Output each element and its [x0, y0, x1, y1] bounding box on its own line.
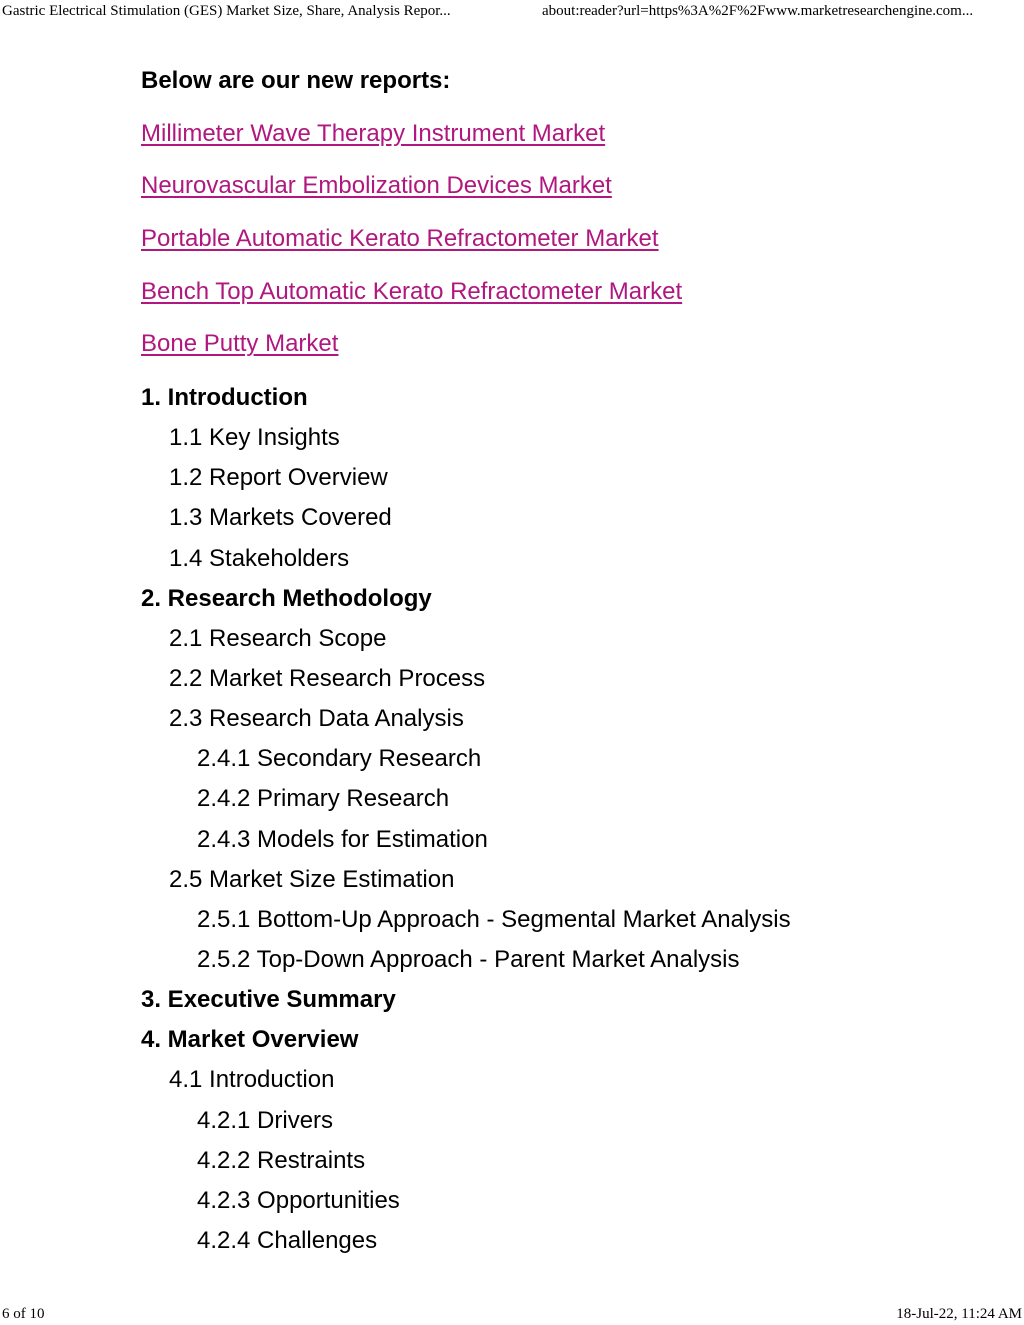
toc-entry: 1.2 Report Overview: [169, 464, 388, 492]
toc-section-heading: 4. Market Overview: [141, 1026, 359, 1054]
table-of-contents: [141, 378, 791, 1261]
toc-entry: 2.4.3 Models for Estimation: [197, 825, 488, 853]
toc-entry: 2.2 Market Research Process: [169, 664, 486, 692]
toc-entry: 2.4.1 Secondary Research: [197, 745, 482, 773]
report-link-bench-top-kerato[interactable]: Bench Top Automatic Kerato Refractometer Market: [141, 277, 683, 305]
list-item: [141, 100, 1001, 153]
toc-entry: 4.2.2 Restraints: [197, 1146, 366, 1174]
toc-entry: 4.2.1 Drivers: [197, 1106, 334, 1134]
list-item: [141, 153, 1001, 206]
toc-entry: 2.5 Market Size Estimation: [169, 865, 455, 893]
toc-entry: 4.2.4 Challenges: [197, 1226, 378, 1254]
toc-entry: 2.5.2 Top-Down Approach - Parent Market Analysis: [197, 945, 740, 973]
page-url: about:reader?url=https%3A%2F%2Fwww.marketresearchengine.com...: [542, 3, 974, 19]
toc-section-heading: 1. Introduction: [141, 384, 308, 411]
new-reports-heading: Below are our new reports:: [141, 67, 451, 94]
toc-section-heading: 2. Research Methodology: [141, 584, 432, 612]
article-content: [141, 62, 1001, 1254]
toc-entry: 1.1 Key Insights: [169, 424, 340, 452]
print-timestamp: 18-Jul-22, 11:24 AM: [896, 1306, 1022, 1322]
toc-entry: 2.1 Research Scope: [169, 624, 387, 652]
report-link-list: [141, 100, 1001, 363]
report-link-millimeter-wave[interactable]: Millimeter Wave Therapy Instrument Market: [141, 119, 606, 147]
report-link-neurovascular[interactable]: Neurovascular Embolization Devices Market: [141, 172, 612, 200]
toc-entry: 2.3 Research Data Analysis: [169, 705, 464, 733]
page-number: 6 of 10: [2, 1306, 45, 1322]
list-item: [141, 311, 1001, 364]
toc-entry: 1.3 Markets Covered: [169, 504, 392, 532]
list-item: [141, 258, 1001, 311]
report-link-bone-putty[interactable]: Bone Putty Market: [141, 330, 339, 358]
toc-entry: 1.4 Stakeholders: [169, 544, 350, 572]
toc-entry: 2.5.1 Bottom-Up Approach - Segmental Market Analysis: [197, 905, 791, 933]
toc-entry: 4.2.3 Opportunities: [197, 1186, 400, 1214]
toc-section-heading: 3. Executive Summary: [141, 986, 396, 1014]
list-item: [141, 205, 1001, 258]
print-header: [0, 0, 1024, 24]
page-title: Gastric Electrical Stimulation (GES) Market Size, Share, Analysis Repor...: [2, 3, 451, 19]
toc-entry: 4.1 Introduction: [169, 1066, 335, 1094]
report-link-portable-kerato[interactable]: Portable Automatic Kerato Refractometer Market: [141, 225, 659, 253]
toc-entry: 2.4.2 Primary Research: [197, 785, 450, 813]
